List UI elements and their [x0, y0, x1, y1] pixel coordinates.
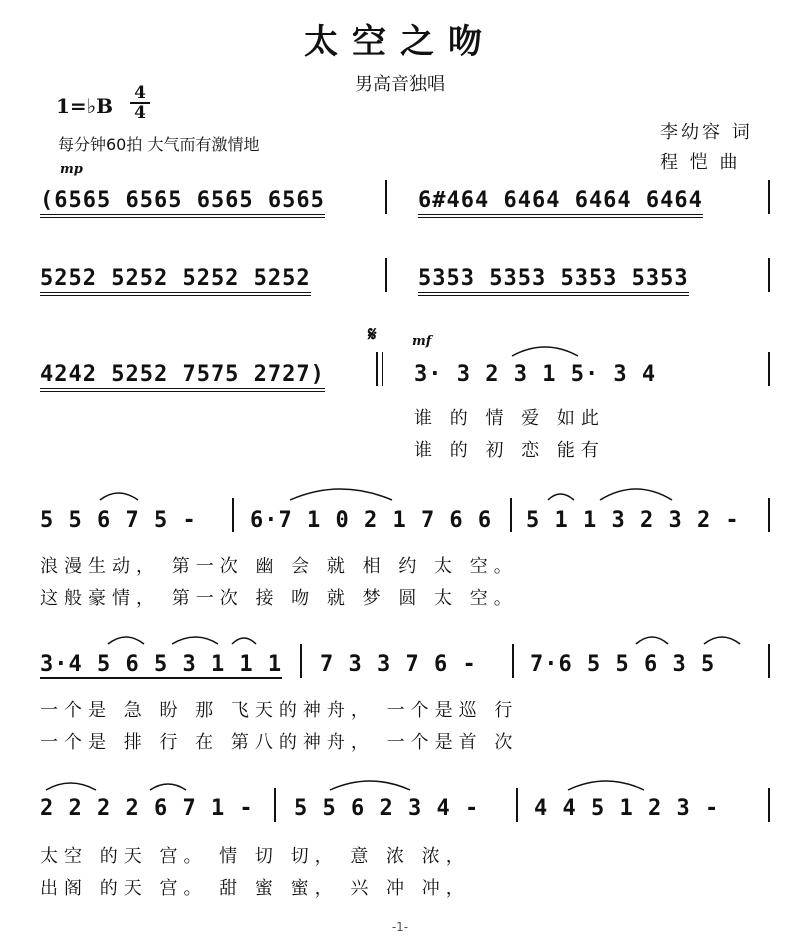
tempo-marking: 每分钟60拍 大气而有激情地 [58, 135, 260, 154]
melody-measure: 2 2 2 2 6 7 1 - [40, 796, 254, 821]
lyrics-line: 一个是 排 行 在 第八的神舟， 一个是首 次 [40, 732, 519, 753]
slur [232, 638, 256, 644]
page-number: -1- [391, 920, 409, 934]
lyrics-line: 太空 的天 宫。 情 切 切， 意 浓 浓， [40, 846, 470, 867]
slur [568, 781, 644, 790]
dynamic-mf: mf [412, 334, 432, 349]
melody-measure: 5 5 6 7 5 - [40, 508, 197, 533]
melody-measure-1: 3· 3 2 3 1 5· 3 4 [414, 362, 657, 387]
lyrics-line: 一个是 急 盼 那 飞天的神舟， 一个是巡 行 [40, 700, 519, 721]
melody-measure: 7·6 5 5 6 3 5 [530, 652, 716, 677]
lyricist: 李幼容 词 [660, 122, 753, 143]
intro-measure-5: 4242 5252 7575 2727) [40, 362, 325, 392]
slur [150, 784, 186, 790]
slur [600, 489, 672, 500]
slur [512, 347, 578, 356]
lyrics-line: 出阁 的天 宫。 甜 蜜 蜜， 兴 冲 冲， [40, 878, 470, 899]
slur [100, 493, 138, 500]
composer: 程 恺 曲 [660, 152, 741, 173]
dynamic-mp: mp [60, 162, 83, 177]
slur [636, 637, 668, 644]
intro-measure-3: 5252 5252 5252 5252 [40, 266, 311, 296]
intro-measure-2: 6#464 6464 6464 6464 [418, 188, 703, 218]
slur [330, 781, 410, 790]
slur [108, 637, 144, 644]
melody-measure: 5 5 6 2 3 4 - [294, 796, 480, 821]
time-signature-top: 4 [134, 83, 146, 103]
slur [46, 783, 96, 790]
slur [704, 637, 740, 644]
intro-measure-1: (6565 6565 6565 6565 [40, 188, 325, 218]
lyrics-line: 谁 的 情 爱 如此 [414, 408, 605, 429]
intro-measure-4: 5353 5353 5353 5353 [418, 266, 689, 296]
song-title: 太空之吻 [304, 22, 496, 62]
melody-measure: 6·7 1 0 2 1 7 6 6 [250, 508, 493, 533]
melody-measure: 3·4 5 6 5 3 1 1 1 [40, 652, 283, 677]
melody-measure: 7 3 3 7 6 - [320, 652, 477, 677]
lyrics-line: 浪漫生动， 第一次 幽 会 就 相 约 太 空。 [40, 556, 518, 577]
segno-sign: 𝄋 [368, 322, 377, 346]
slur [548, 494, 574, 500]
melody-measure: 5 1 1 3 2 3 2 - [526, 508, 740, 533]
melody-measure: 4 4 5 1 2 3 - [534, 796, 720, 821]
time-signature-bottom: 4 [130, 102, 150, 122]
slur [290, 489, 392, 500]
slur [172, 637, 218, 644]
key-signature: 1=♭B [56, 94, 114, 118]
song-subtitle: 男高音独唱 [355, 74, 445, 95]
lyrics-line: 这般豪情， 第一次 接 吻 就 梦 圆 太 空。 [40, 588, 518, 609]
lyrics-line: 谁 的 初 恋 能有 [414, 440, 605, 461]
